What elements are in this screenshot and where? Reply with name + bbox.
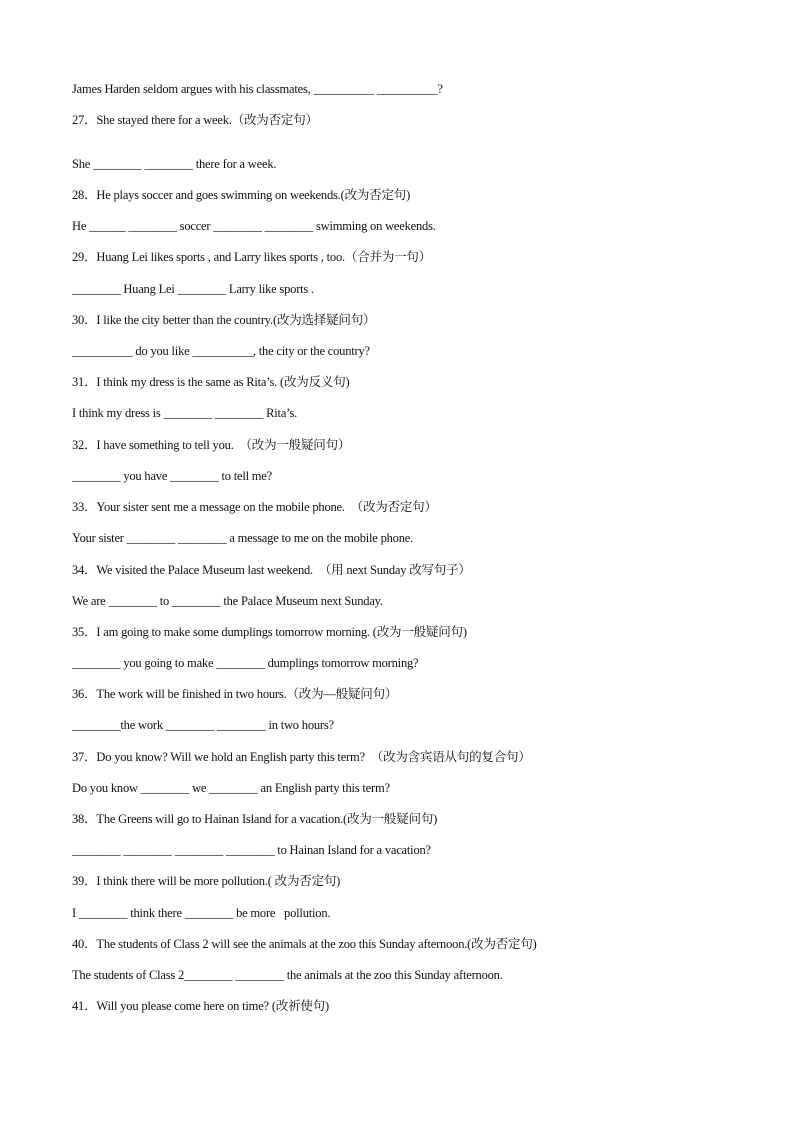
- answer-line-40: The students of Class 2________ ________ the animals at the zoo this Sunday afternoon.: [72, 968, 503, 982]
- question-36: 36．The work will be finished in two hours.（改为—般疑问句）: [72, 687, 398, 701]
- question-34: 34．We visited the Palace Museum last weekend. （用 next Sunday 改写句子）: [72, 563, 471, 577]
- question-27: 27．She stayed there for a week.（改为否定句）: [72, 113, 318, 127]
- question-40: 40．The students of Class 2 will see the animals at the zoo this Sunday afternoon.(改为否定句): [72, 937, 537, 951]
- question-37: 37．Do you know? Will we hold an English party this term? （改为含宾语从句的复合句）: [72, 750, 531, 764]
- question-35: 35．I am going to make some dumplings tomorrow morning. (改为一般疑问句): [72, 625, 467, 639]
- question-31: 31．I think my dress is the same as Rita’s. (改为反义句): [72, 375, 350, 389]
- question-38: 38．The Greens will go to Hainan Island for a vacation.(改为一般疑问句): [72, 812, 438, 826]
- answer-line-26: James Harden seldom argues with his classmates, __________ __________?: [72, 82, 443, 96]
- answer-line-38: ________ ________ ________ ________ to Hainan Island for a vacation?: [72, 843, 431, 857]
- question-30: 30．I like the city better than the country.(改为选择疑问句）: [72, 313, 376, 327]
- answer-line-28: He ______ ________ soccer ________ ________ swimming on weekends.: [72, 219, 436, 233]
- answer-line-36: ________the work ________ ________ in two hours?: [72, 718, 334, 732]
- question-32: 32．I have something to tell you. （改为一般疑问句）: [72, 438, 351, 452]
- question-39: 39．I think there will be more pollution.( 改为否定句): [72, 874, 341, 888]
- answer-line-35: ________ you going to make ________ dumplings tomorrow morning?: [72, 656, 419, 670]
- answer-line-34: We are ________ to ________ the Palace Museum next Sunday.: [72, 594, 383, 608]
- answer-line-33: Your sister ________ ________ a message to me on the mobile phone.: [72, 531, 414, 545]
- answer-line-39: I ________ think there ________ be more pollution.: [72, 906, 331, 920]
- answer-line-37: Do you know ________ we ________ an English party this term?: [72, 781, 390, 795]
- question-29: 29．Huang Lei likes sports , and Larry likes sports , too.（合并为一句）: [72, 250, 432, 264]
- question-28: 28．He plays soccer and goes swimming on weekends.(改为否定句): [72, 188, 411, 202]
- question-41: 41．Will you please come here on time? (改祈使句): [72, 999, 329, 1013]
- answer-line-31: I think my dress is ________ ________ Rita’s.: [72, 406, 298, 420]
- answer-line-27: She ________ ________ there for a week.: [72, 157, 277, 171]
- answer-line-32: ________ you have ________ to tell me?: [72, 469, 273, 483]
- question-33: 33．Your sister sent me a message on the mobile phone. （改为否定句）: [72, 500, 437, 514]
- answer-line-29: ________ Huang Lei ________ Larry like sports .: [72, 282, 314, 296]
- answer-line-30: __________ do you like __________, the city or the country?: [72, 344, 370, 358]
